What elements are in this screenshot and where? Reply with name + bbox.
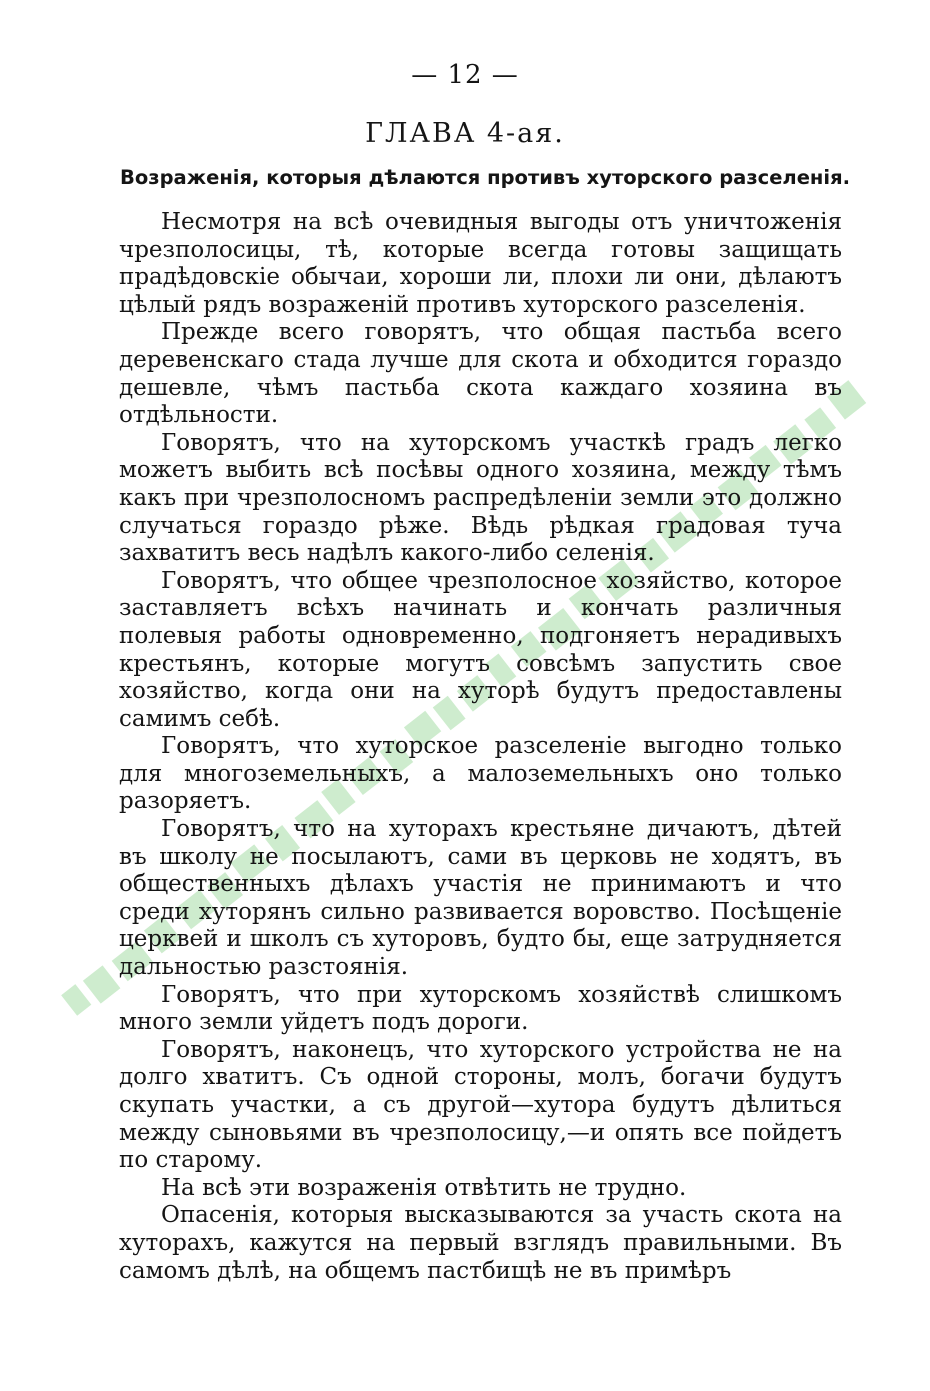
paragraph: Говорятъ, что хуторское разселеніе выгодно только для многоземельныхъ, а малоземельныхъ оно только разоряетъ.	[119, 733, 842, 815]
chapter-title: ГЛАВА 4-ая.	[365, 118, 565, 149]
paragraph: На всѣ эти возраженія отвѣтить не трудно.	[161, 1174, 687, 1201]
body-text	[119, 209, 842, 1285]
paragraph: Говорятъ, что общее чрезполосное хозяйство, которое заставляетъ всѣхъ начинать и кончать различныя полевыя работы одновременно, подгоняетъ нерадивыхъ крестьянъ, которые могутъ совсѣмъ запустить свое хозяйство, когда они на хуторѣ будутъ предоставлены самимъ себѣ.	[119, 567, 842, 732]
paragraph: Опасенія, которыя высказываются за участь скота на хуторахъ, кажутся на первый взглядъ правильными. Въ самомъ дѣлѣ, на общемъ пастбищѣ не въ примѣръ	[119, 1202, 842, 1284]
paragraph: Несмотря на всѣ очевидныя выгоды отъ уничтоженія чрезполосицы, тѣ, которые всегда готовы защищать прадѣдовскіе обычаи, хороши ли, плохи ли они, дѣлаютъ цѣлый рядъ возраженій противъ хуторского разселенія.	[119, 209, 842, 318]
paragraph: Прежде всего говорятъ, что общая пастьба всего деревенскаго стада лучше для скота и обходится гораздо дешевле, чѣмъ пастьба скота каждаго хозяина въ отдѣльности.	[119, 319, 842, 429]
page-number: — 12 —	[411, 60, 519, 90]
chapter-subtitle: Возраженія, которыя дѣлаются противъ хуторского разселенія.	[120, 166, 851, 189]
paragraph: Говорятъ, что при хуторскомъ хозяйствѣ слишкомъ много земли уйдетъ подъ дороги.	[119, 981, 842, 1036]
paragraph: Говорятъ, что на хуторахъ крестьяне дичаютъ, дѣтей въ школу не посылаютъ, сами въ церковь не ходятъ, въ общественныхъ дѣлахъ участія не принимаютъ и что среди хуторянъ сильно развивается воровство. Посѣщеніе церквей и школъ съ хуторовъ, будто бы, еще затрудняется дальностью разстоянія.	[119, 816, 842, 981]
watermark-block	[61, 984, 91, 1016]
paragraph: Говорятъ, наконецъ, что хуторского устройства не на долго хватитъ. Съ одной стороны, молъ, богачи будутъ скупать участки, а съ другой—хутора будутъ дѣлиться между сыновьями въ чрезполосицу,—и опять все пойдетъ по старому.	[119, 1036, 842, 1174]
watermark-block	[83, 965, 121, 1003]
paragraph: Говорятъ, что на хуторскомъ участкѣ градъ легко можетъ выбить всѣ посѣвы одного хозяина, между тѣмъ какъ при чрезполосномъ распредѣленіи земли это должно случаться гораздо рѣже. Вѣдь рѣдкая градовая туча захватитъ весь надѣлъ какого-либо селенія.	[119, 429, 842, 567]
